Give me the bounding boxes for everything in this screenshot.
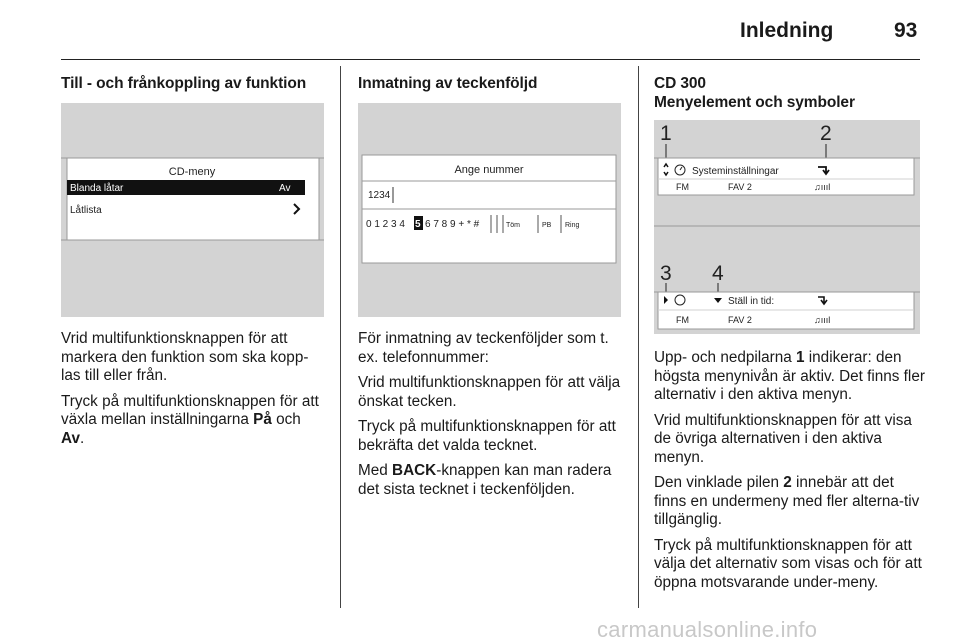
column-2-body [358, 330, 626, 506]
paragraph: För inmatning av teckenföljder som t. ex. telefonnummer: [358, 330, 609, 366]
column-divider-2 [638, 66, 639, 608]
cd-menu-row-shuffle: Blanda låtar [70, 183, 124, 194]
figure-menu-symbols [654, 120, 920, 334]
page-number: 93 [894, 19, 918, 42]
number-entry-value: 1234 [368, 190, 391, 201]
number-entry-screen [358, 103, 621, 317]
header-rule [61, 59, 920, 60]
paragraph: Tryck på multifunktionsknappen för att bekräfta det valda tecknet. [358, 418, 616, 454]
column-1 [61, 74, 326, 93]
char-row-after: 6 7 8 9 + * # [425, 219, 480, 230]
menu-symbols-screens [654, 120, 920, 334]
paragraph: Upp- och nedpilarna 1 indikerar: den högsta menynivån är aktiv. Det finns fler alternativ i den aktiva menyn. [654, 349, 925, 403]
page-header-title: Inledning [740, 19, 834, 42]
cd-menu-screen [61, 103, 324, 317]
number-entry-title: Ange nummer [454, 164, 524, 176]
paragraph: Vrid multifunktionsknappen för att markera den funktion som ska kopp-las till eller från. [61, 330, 309, 384]
callout-label-3: 3 [660, 262, 672, 285]
clear-button-label: Töm [506, 222, 520, 229]
cd-menu-title: CD-meny [168, 166, 216, 178]
figure-cd-menu [61, 103, 324, 317]
selected-char: 5 [415, 219, 421, 230]
paragraph: Tryck på multifunktionsknappen för att växla mellan inställningarna På och Av. [61, 392, 319, 447]
column-1-body [61, 330, 327, 455]
paragraph: Vrid multifunktionsknappen för att välja önskat tecken. [358, 374, 621, 410]
callout-label-4: 4 [712, 262, 724, 285]
watermark: carmanualsonline.info [597, 617, 818, 642]
figure-number-entry [358, 103, 621, 317]
paragraph: Vrid multifunktionsknappen för att visa de övriga alternativen i den aktiva menyn. [654, 411, 912, 466]
column-3 [654, 74, 922, 112]
section-heading-toggle-function: Till - och frånkoppling av funktion [61, 75, 307, 92]
music-signal-icon: ♫ıııl [814, 315, 831, 325]
paragraph: Tryck på multifunktionsknappen för att välja det alternativ som visas och för att öppna motsvarande under-meny. [654, 536, 922, 591]
screen1-status-fav: FAV 2 [728, 182, 752, 192]
section-heading-cd300: CD 300 [654, 75, 706, 92]
paragraph: Den vinklade pilen 2 innebär att det finns en undermeny med fler alterna-tiv tillgänglig. [654, 474, 920, 528]
phonebook-button-label: PB [542, 222, 552, 229]
screen2-menu-text: Ställ in tid: [728, 296, 775, 307]
call-button-label: Ring [565, 222, 580, 229]
screen1-status-fm: FM [676, 182, 689, 192]
callout-label-2: 2 [820, 122, 832, 145]
cd-menu-row-tracklist: Låtlista [70, 205, 102, 216]
char-row-before: 0 1 2 3 4 [366, 219, 405, 230]
paragraph: Med BACK-knappen kan man radera det sista tecknet i teckenföljden. [358, 462, 612, 498]
callout-label-1: 1 [660, 122, 672, 145]
screen1-menu-text: Systeminställningar [692, 166, 779, 177]
music-signal-icon: ♫ıııl [814, 182, 831, 192]
section-heading-menu-symbols: Menyelement och symboler [654, 94, 855, 111]
section-heading-sequence-entry: Inmatning av teckenföljd [358, 75, 538, 92]
cd-menu-row-shuffle-value: Av [279, 183, 291, 194]
column-2 [358, 74, 623, 93]
column-3-body [654, 349, 926, 599]
screen2-status-fm: FM [676, 315, 689, 325]
screen2-status-fav: FAV 2 [728, 315, 752, 325]
column-divider-1 [340, 66, 341, 608]
